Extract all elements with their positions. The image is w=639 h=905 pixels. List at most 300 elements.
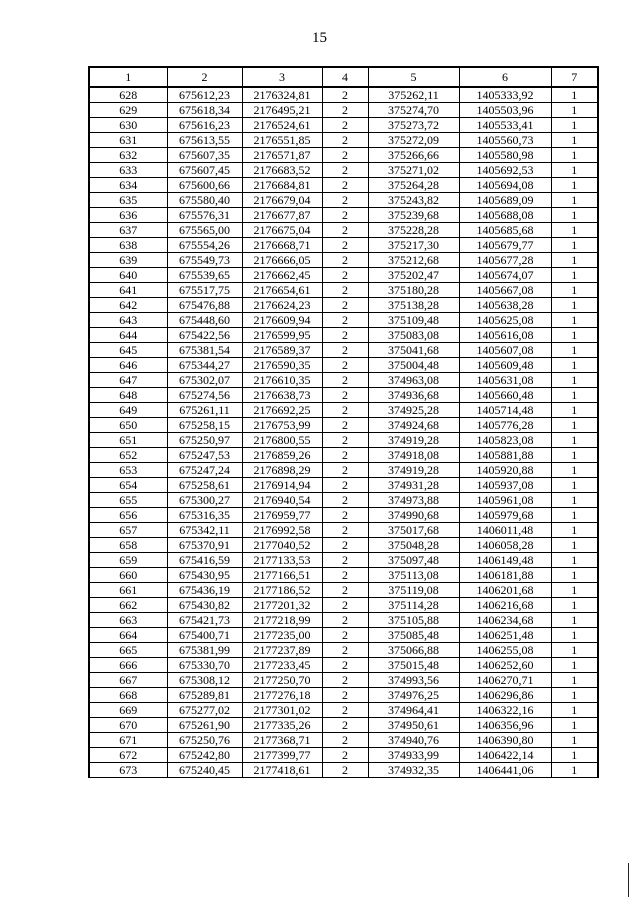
table-cell: 2 (322, 193, 368, 208)
table-cell: 2 (322, 448, 368, 463)
table-cell: 2176599,95 (242, 328, 322, 343)
table-cell: 636 (89, 208, 167, 223)
table-cell: 2176324,81 (242, 87, 322, 103)
table-cell: 666 (89, 658, 167, 673)
table-cell: 1405677,28 (459, 253, 551, 268)
column-header: 2 (167, 67, 242, 87)
table-cell: 1406149,48 (459, 553, 551, 568)
table-cell: 1406296,86 (459, 688, 551, 703)
table-cell: 1405679,77 (459, 238, 551, 253)
table-cell: 374925,28 (368, 403, 459, 418)
table-cell: 659 (89, 553, 167, 568)
table-cell: 658 (89, 538, 167, 553)
table-cell: 1 (551, 718, 598, 733)
table-cell: 1 (551, 283, 598, 298)
table-cell: 675342,11 (167, 523, 242, 538)
table-cell: 2176589,37 (242, 343, 322, 358)
table-cell: 2 (322, 493, 368, 508)
table-cell: 1 (551, 568, 598, 583)
table-cell: 1 (551, 748, 598, 763)
table-row (89, 403, 598, 418)
table-cell: 2176495,21 (242, 103, 322, 118)
table-cell: 2177040,52 (242, 538, 322, 553)
table-cell: 1406181,88 (459, 568, 551, 583)
table-cell: 675247,53 (167, 448, 242, 463)
table-cell: 675381,99 (167, 643, 242, 658)
table-cell: 374963,08 (368, 373, 459, 388)
table-cell: 2 (322, 613, 368, 628)
table-cell: 1 (551, 343, 598, 358)
table-cell: 1 (551, 193, 598, 208)
table-cell: 1406252,60 (459, 658, 551, 673)
table-row (89, 583, 598, 598)
table-cell: 2177335,26 (242, 718, 322, 733)
table-cell: 675250,76 (167, 733, 242, 748)
table-cell: 2 (322, 733, 368, 748)
table-cell: 2 (322, 208, 368, 223)
table-row (89, 223, 598, 238)
table-row (89, 418, 598, 433)
table-row (89, 643, 598, 658)
table-cell: 675300,27 (167, 493, 242, 508)
table-cell: 1405776,28 (459, 418, 551, 433)
table-cell: 671 (89, 733, 167, 748)
table-cell: 675539,65 (167, 268, 242, 283)
table-cell: 675618,34 (167, 103, 242, 118)
table-cell: 375274,70 (368, 103, 459, 118)
table-row (89, 598, 598, 613)
table-cell: 654 (89, 478, 167, 493)
table-row (89, 493, 598, 508)
table-cell: 375180,28 (368, 283, 459, 298)
table-cell: 1405533,41 (459, 118, 551, 133)
table-cell: 1 (551, 673, 598, 688)
table-cell: 2 (322, 688, 368, 703)
table-cell: 675616,23 (167, 118, 242, 133)
table-cell: 1405881,88 (459, 448, 551, 463)
table-cell: 1405979,68 (459, 508, 551, 523)
table-cell: 1 (551, 298, 598, 313)
table-cell: 1405333,92 (459, 87, 551, 103)
page-number: 15 (312, 30, 327, 46)
table-cell: 638 (89, 238, 167, 253)
table-cell: 2 (322, 643, 368, 658)
table-cell: 669 (89, 703, 167, 718)
table-row (89, 673, 598, 688)
table-cell: 656 (89, 508, 167, 523)
table-cell: 375083,08 (368, 328, 459, 343)
table-cell: 375109,48 (368, 313, 459, 328)
table-cell: 637 (89, 223, 167, 238)
table-cell: 2 (322, 718, 368, 733)
table-row (89, 238, 598, 253)
table-header-row (89, 67, 598, 87)
table-cell: 675476,88 (167, 298, 242, 313)
table-cell: 2176654,61 (242, 283, 322, 298)
column-header: 4 (322, 67, 368, 87)
table-cell: 1405920,88 (459, 463, 551, 478)
table-cell: 375085,48 (368, 628, 459, 643)
table-cell: 2176524,61 (242, 118, 322, 133)
table-row (89, 298, 598, 313)
table-cell: 2176666,05 (242, 253, 322, 268)
table-cell: 675261,11 (167, 403, 242, 418)
table-cell: 1 (551, 733, 598, 748)
table-cell: 1 (551, 598, 598, 613)
table-cell: 374973,88 (368, 493, 459, 508)
table-cell: 1 (551, 268, 598, 283)
table-cell: 2 (322, 118, 368, 133)
table-cell: 375266,66 (368, 148, 459, 163)
table-cell: 1406270,71 (459, 673, 551, 688)
table-cell: 375119,08 (368, 583, 459, 598)
table-cell: 675436,19 (167, 583, 242, 598)
table-cell: 675430,95 (167, 568, 242, 583)
table-cell: 642 (89, 298, 167, 313)
table-cell: 374976,25 (368, 688, 459, 703)
table-cell: 1 (551, 403, 598, 418)
table-row (89, 523, 598, 538)
table-cell: 1 (551, 538, 598, 553)
table-row (89, 103, 598, 118)
table-row (89, 388, 598, 403)
table-cell: 1405692,53 (459, 163, 551, 178)
table-cell: 2 (322, 328, 368, 343)
table-cell: 1 (551, 118, 598, 133)
table-cell: 1405694,08 (459, 178, 551, 193)
table-cell: 2176609,94 (242, 313, 322, 328)
table-cell: 675302,07 (167, 373, 242, 388)
table-cell: 1406011,48 (459, 523, 551, 538)
table-cell: 650 (89, 418, 167, 433)
table-cell: 1 (551, 208, 598, 223)
table-cell: 1405580,98 (459, 148, 551, 163)
table-cell: 375262,11 (368, 87, 459, 103)
table-cell: 374919,28 (368, 463, 459, 478)
table-cell: 1 (551, 313, 598, 328)
table-row (89, 463, 598, 478)
table-cell: 1405609,48 (459, 358, 551, 373)
table-cell: 643 (89, 313, 167, 328)
column-header: 3 (242, 67, 322, 87)
table-row (89, 628, 598, 643)
table-cell: 1 (551, 463, 598, 478)
table-cell: 1 (551, 433, 598, 448)
table-cell: 374924,68 (368, 418, 459, 433)
table-cell: 1 (551, 253, 598, 268)
table-cell: 675565,00 (167, 223, 242, 238)
table-row (89, 178, 598, 193)
table-cell: 2176753,99 (242, 418, 322, 433)
table-cell: 375097,48 (368, 553, 459, 568)
table-cell: 670 (89, 718, 167, 733)
table-cell: 2176662,45 (242, 268, 322, 283)
table-row (89, 373, 598, 388)
table-cell: 675370,91 (167, 538, 242, 553)
table-cell: 1405689,09 (459, 193, 551, 208)
table-cell: 665 (89, 643, 167, 658)
table-cell: 1405607,08 (459, 343, 551, 358)
table-cell: 2 (322, 358, 368, 373)
table-cell: 375015,48 (368, 658, 459, 673)
table-cell: 1405625,08 (459, 313, 551, 328)
table-cell: 675258,15 (167, 418, 242, 433)
table-cell: 2 (322, 388, 368, 403)
table-cell: 675289,81 (167, 688, 242, 703)
table-cell: 375138,28 (368, 298, 459, 313)
table-cell: 644 (89, 328, 167, 343)
table-cell: 374936,68 (368, 388, 459, 403)
table-cell: 2 (322, 223, 368, 238)
table-row (89, 718, 598, 733)
table-cell: 652 (89, 448, 167, 463)
table-cell: 2176914,94 (242, 478, 322, 493)
table-cell: 2176638,73 (242, 388, 322, 403)
table-cell: 2176610,35 (242, 373, 322, 388)
table-cell: 675448,60 (167, 313, 242, 328)
table-cell: 2 (322, 478, 368, 493)
table-cell: 1 (551, 613, 598, 628)
table-cell: 2176551,85 (242, 133, 322, 148)
table-cell: 374993,56 (368, 673, 459, 688)
column-header: 6 (459, 67, 551, 87)
table-cell: 1 (551, 103, 598, 118)
column-header: 5 (368, 67, 459, 87)
table-cell: 1405667,08 (459, 283, 551, 298)
table-cell: 2176940,54 (242, 493, 322, 508)
table-cell: 2 (322, 433, 368, 448)
table-cell: 675250,97 (167, 433, 242, 448)
table-cell: 375113,08 (368, 568, 459, 583)
table-cell: 1405660,48 (459, 388, 551, 403)
table-cell: 675422,56 (167, 328, 242, 343)
column-header: 7 (551, 67, 598, 87)
table-cell: 640 (89, 268, 167, 283)
table-cell: 2 (322, 553, 368, 568)
table-row (89, 343, 598, 358)
table-cell: 2 (322, 283, 368, 298)
table-cell: 374931,28 (368, 478, 459, 493)
table-cell: 675274,56 (167, 388, 242, 403)
table-cell: 2177237,89 (242, 643, 322, 658)
table-cell: 375264,28 (368, 178, 459, 193)
table-cell: 374919,28 (368, 433, 459, 448)
table-cell: 2 (322, 658, 368, 673)
table-cell: 660 (89, 568, 167, 583)
table-cell: 2177218,99 (242, 613, 322, 628)
table-cell: 675316,35 (167, 508, 242, 523)
table-cell: 2176959,77 (242, 508, 322, 523)
table-cell: 2177418,61 (242, 763, 322, 778)
table-cell: 630 (89, 118, 167, 133)
table-cell: 374950,61 (368, 718, 459, 733)
table-cell: 2 (322, 763, 368, 778)
table-row (89, 688, 598, 703)
table-cell: 1 (551, 223, 598, 238)
table-cell: 375239,68 (368, 208, 459, 223)
table-cell: 2177166,51 (242, 568, 322, 583)
table-cell: 2 (322, 403, 368, 418)
table-cell: 1 (551, 703, 598, 718)
table-cell: 2176590,35 (242, 358, 322, 373)
table-cell: 675242,80 (167, 748, 242, 763)
table-cell: 1406441,06 (459, 763, 551, 778)
table-cell: 675613,55 (167, 133, 242, 148)
table-cell: 634 (89, 178, 167, 193)
table-cell: 675258,61 (167, 478, 242, 493)
table-cell: 675430,82 (167, 598, 242, 613)
table-cell: 2 (322, 238, 368, 253)
table-cell: 2177233,45 (242, 658, 322, 673)
table-cell: 375271,02 (368, 163, 459, 178)
table-cell: 2 (322, 163, 368, 178)
table-cell: 1 (551, 553, 598, 568)
table-cell: 675576,31 (167, 208, 242, 223)
table-row (89, 733, 598, 748)
table-cell: 629 (89, 103, 167, 118)
table-cell: 675549,73 (167, 253, 242, 268)
table-row (89, 268, 598, 283)
table-cell: 649 (89, 403, 167, 418)
table-row (89, 433, 598, 448)
table-cell: 2176684,81 (242, 178, 322, 193)
table-cell: 675612,23 (167, 87, 242, 103)
table-cell: 641 (89, 283, 167, 298)
table-cell: 2177201,32 (242, 598, 322, 613)
table-cell: 2176859,26 (242, 448, 322, 463)
table-cell: 2176624,23 (242, 298, 322, 313)
table-cell: 1405503,96 (459, 103, 551, 118)
table-cell: 2 (322, 463, 368, 478)
table-cell: 2 (322, 87, 368, 103)
table-cell: 375114,28 (368, 598, 459, 613)
table-cell: 1406251,48 (459, 628, 551, 643)
table-cell: 675344,27 (167, 358, 242, 373)
table-cell: 2176692,25 (242, 403, 322, 418)
table-cell: 663 (89, 613, 167, 628)
table-cell: 675400,71 (167, 628, 242, 643)
table-cell: 2 (322, 703, 368, 718)
table-cell: 2176800,55 (242, 433, 322, 448)
table-cell: 1406058,28 (459, 538, 551, 553)
table-body (89, 87, 598, 778)
table-cell: 1405714,48 (459, 403, 551, 418)
table-cell: 2 (322, 673, 368, 688)
table-cell: 675330,70 (167, 658, 242, 673)
table-cell: 1406216,68 (459, 598, 551, 613)
table-row (89, 448, 598, 463)
table-cell: 2 (322, 253, 368, 268)
table-row (89, 118, 598, 133)
table-cell: 2 (322, 628, 368, 643)
table-cell: 1405638,28 (459, 298, 551, 313)
table-cell: 374940,76 (368, 733, 459, 748)
table-row (89, 763, 598, 778)
table-cell: 1 (551, 418, 598, 433)
table-row (89, 193, 598, 208)
table-cell: 374964,41 (368, 703, 459, 718)
table-cell: 1406322,16 (459, 703, 551, 718)
table-cell: 2176677,87 (242, 208, 322, 223)
table-cell: 1406201,68 (459, 583, 551, 598)
table-cell: 668 (89, 688, 167, 703)
table-cell: 375048,28 (368, 538, 459, 553)
table-cell: 375017,68 (368, 523, 459, 538)
table-cell: 1 (551, 688, 598, 703)
table-cell: 2177133,53 (242, 553, 322, 568)
coordinates-table (88, 66, 599, 778)
table-cell: 2177186,52 (242, 583, 322, 598)
table-cell: 1405688,08 (459, 208, 551, 223)
table-cell: 2177276,18 (242, 688, 322, 703)
table-cell: 2177250,70 (242, 673, 322, 688)
table-cell: 2 (322, 343, 368, 358)
table-cell: 2 (322, 523, 368, 538)
table-cell: 2176679,04 (242, 193, 322, 208)
table-cell: 635 (89, 193, 167, 208)
table-cell: 375217,30 (368, 238, 459, 253)
table-cell: 675308,12 (167, 673, 242, 688)
table-cell: 1 (551, 583, 598, 598)
table-cell: 1406422,14 (459, 748, 551, 763)
table-cell: 375105,88 (368, 613, 459, 628)
table-cell: 2 (322, 568, 368, 583)
table-cell: 1405631,08 (459, 373, 551, 388)
table-row (89, 748, 598, 763)
table-cell: 653 (89, 463, 167, 478)
table-cell: 675421,73 (167, 613, 242, 628)
table-cell: 633 (89, 163, 167, 178)
table-cell: 2 (322, 298, 368, 313)
table-cell: 1405823,08 (459, 433, 551, 448)
table-cell: 1 (551, 163, 598, 178)
table-cell: 1405937,08 (459, 478, 551, 493)
table-cell: 2 (322, 103, 368, 118)
table-cell: 1 (551, 508, 598, 523)
table-cell: 639 (89, 253, 167, 268)
table-cell: 673 (89, 763, 167, 778)
table-cell: 375273,72 (368, 118, 459, 133)
table-cell: 1 (551, 148, 598, 163)
table-row (89, 87, 598, 103)
table-cell: 2 (322, 178, 368, 193)
table-cell: 2 (322, 313, 368, 328)
table-row (89, 148, 598, 163)
table-cell: 374932,35 (368, 763, 459, 778)
table-cell: 2176992,58 (242, 523, 322, 538)
table-cell: 1 (551, 373, 598, 388)
table-cell: 375228,28 (368, 223, 459, 238)
table-row (89, 133, 598, 148)
table-cell: 2 (322, 538, 368, 553)
table-cell: 1405560,73 (459, 133, 551, 148)
table-cell: 631 (89, 133, 167, 148)
table-cell: 655 (89, 493, 167, 508)
table-cell: 1 (551, 238, 598, 253)
table-cell: 1406356,96 (459, 718, 551, 733)
table-cell: 2 (322, 508, 368, 523)
table-cell: 628 (89, 87, 167, 103)
table-cell: 374933,99 (368, 748, 459, 763)
table-cell: 1 (551, 493, 598, 508)
table-cell: 1405674,07 (459, 268, 551, 283)
table-cell: 675247,24 (167, 463, 242, 478)
margin-mark (628, 863, 629, 897)
table-row (89, 568, 598, 583)
table-cell: 675580,40 (167, 193, 242, 208)
table-cell: 2176675,04 (242, 223, 322, 238)
table-cell: 675517,75 (167, 283, 242, 298)
